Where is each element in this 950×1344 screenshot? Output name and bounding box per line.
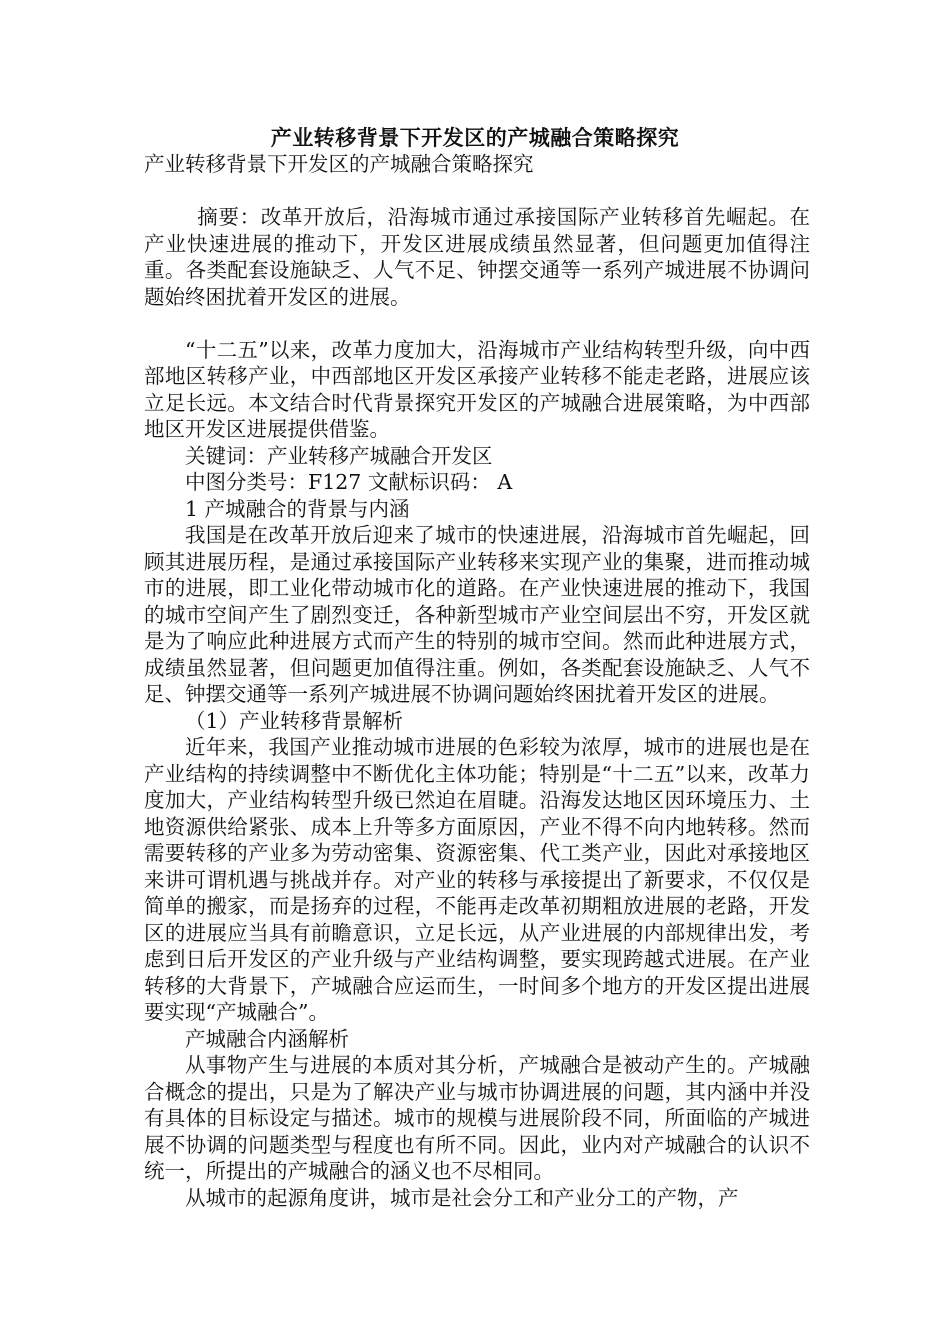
document-body: [144, 151, 810, 1211]
keywords-line: 关键词：产业转移产城融合开发区: [185, 443, 493, 468]
document-title: 产业转移背景下开发区的产城融合策略探究: [270, 126, 680, 150]
spacer: [144, 178, 810, 205]
abstract-continuation: “十二五”以来，改革力度加大，沿海城市产业结构转型升级，向中西部地区转移产业，中西部地区开发区承接产业转移不能走老路，进展应该立足长远。本文结合时代背景探究开发区的产城融合进展策略，为中西部地区开发区进展提供借鉴。: [144, 337, 810, 441]
subsection-heading: （1）产业转移背景解析: [185, 708, 404, 733]
body-paragraph: 我国是在改革开放后迎来了城市的快速进展，沿海城市首先崛起，回顾其进展历程，是通过承接国际产业转移来实现产业的集聚，进而推动城市的进展，即工业化带动城市化的道路。在产业快速进展的推动下，我国的城市空间产生了剧烈变迁，各种新型城市产业空间层出不穷，开发区就是为了响应此种进展方式而产生的特别的城市空间。然而此种进展方式，成绩虽然显著，但问题更加值得注重。例如，各类配套设施缺乏、人气不足、钟摆交通等一系列产城进展不协调问题始终困扰着开发区的进展。: [144, 523, 810, 706]
subsection-heading: 产城融合内涵解析: [185, 1026, 349, 1051]
document-subtitle: 产业转移背景下开发区的产城融合策略探究: [144, 152, 534, 176]
abstract-paragraph: 摘要：改革开放后，沿海城市通过承接国际产业转移首先崛起。在产业快速进展的推动下，开发区进展成绩虽然显著，但问题更加值得注重。各类配套设施缺乏、人气不足、钟摆交通等一系列产城进展不协调问题始终困扰着开发区的进展。: [144, 205, 810, 309]
body-paragraph: 从城市的起源角度讲，城市是社会分工和产业分工的产物，产: [185, 1185, 739, 1210]
classification-line: 中图分类号：F127 文献标识码： A: [185, 470, 513, 494]
body-paragraph: 近年来，我国产业推动城市进展的色彩较为浓厚，城市的进展也是在产业结构的持续调整中不断优化主体功能；特别是“十二五”以来，改革力度加大，产业结构转型升级已然迫在眉睫。沿海发达地区因环境压力、土地资源供给紧张、成本上升等多方面原因，产业不得不向内地转移。然而需要转移的产业多为劳动密集、资源密集、代工类产业，因此对承接地区来讲可谓机遇与挑战并存。对产业的转移与承接提出了新要求，不仅仅是简单的搬家，而是扬弃的过程，不能再走改革初期粗放进展的老路，开发区的进展应当具有前瞻意识，立足长远，从产业进展的内部规律出发，考虑到日后开发区的产业升级与产业结构调整，要实现跨越式进展。在产业转移的大背景下，产城融合应运而生，一时间多个地方的开发区提出进展要实现“产城融合”。: [144, 735, 810, 1024]
body-paragraph: 从事物产生与进展的本质对其分析，产城融合是被动产生的。产城融合概念的提出，只是为了解决产业与城市协调进展的问题，其内涵中并没有具体的目标设定与描述。城市的规模与进展阶段不同，所面临的产城进展不协调的问题类型与程度也有所不同。因此，业内对产城融合的认识不统一，所提出的产城融合的涵义也不尽相同。: [144, 1053, 810, 1183]
section-heading: 1 产城融合的背景与内涵: [185, 496, 410, 521]
spacer: [144, 310, 810, 337]
